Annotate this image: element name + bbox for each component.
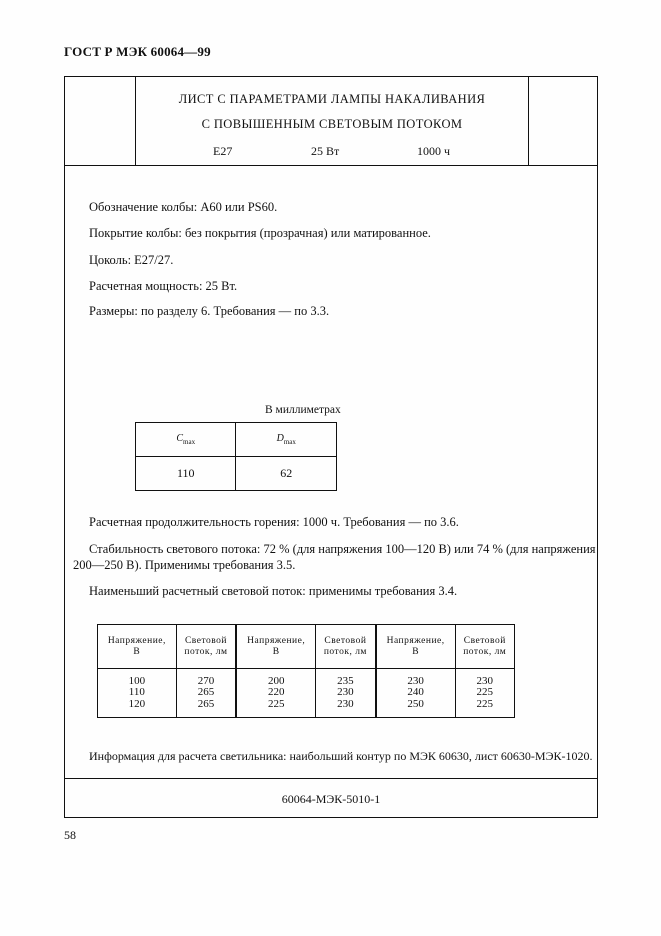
d-max-header: $D_{max}$	[236, 423, 337, 457]
voltage-values: 100 110 120	[98, 669, 177, 718]
sheet-footer	[65, 778, 597, 818]
lamp-base: Цоколь: E27/27.	[89, 253, 174, 267]
flux-stability-line2: 200—250 В). Применимы требования 3.5.	[73, 558, 296, 572]
c-max-value: 110	[136, 457, 236, 491]
rated-power: Расчетная мощность: 25 Вт.	[89, 279, 238, 293]
voltage-header: Напряжение, В	[98, 625, 177, 669]
document-code: ГОСТ Р МЭК 60064—99	[64, 44, 211, 59]
rated-life: Расчетная продолжительность горения: 1000 ч. Требования — по 3.6.	[89, 515, 459, 529]
c-max-header: $C_{max}$	[136, 423, 236, 457]
sheet-title-line1: ЛИСТ С ПАРАМЕТРАМИ ЛАМПЫ НАКАЛИВАНИЯ	[178, 92, 486, 106]
bulb-designation: Обозначение колбы: А60 или PS60.	[89, 200, 278, 214]
sheet-frame	[64, 76, 598, 818]
luminaire-info: Информация для расчета светильника: наибольший контур по МЭК 60630, лист 60630-МЭК-1020.	[89, 749, 593, 763]
voltage-header: Напряжение, В	[236, 625, 315, 669]
lamp-life: 1000 ч	[417, 144, 451, 158]
dimensions-requirement: Размеры: по разделу 6. Требования — по 3.3.	[89, 304, 330, 318]
flux-header: Световой поток, лм	[316, 625, 376, 669]
d-max-value: 62	[236, 457, 337, 491]
min-flux: Наименьший расчетный световой поток: применимы требования 3.4.	[89, 584, 458, 598]
flux-values: 235 230 230	[316, 669, 376, 718]
flux-values: 230 225 225	[455, 669, 514, 718]
flux-values: 270 265 265	[176, 669, 236, 718]
sheet-header	[65, 77, 597, 166]
voltage-header: Напряжение, В	[376, 625, 455, 669]
units-note: В миллиметрах	[265, 404, 341, 416]
flux-stability-line1: Стабильность светового потока: 72 % (для напряжения 100—120 В) или 74 % (для напряжения	[89, 542, 596, 556]
sheet-code: 60064-МЭК-5010-1	[281, 792, 381, 806]
voltage-values: 200 220 225	[236, 669, 315, 718]
flux-header: Световой поток, лм	[455, 625, 514, 669]
lamp-power: 25 Вт	[311, 144, 340, 158]
sheet-title-line2: С ПОВЫШЕННЫМ СВЕТОВЫМ ПОТОКОМ	[201, 117, 463, 131]
flux-header: Световой поток, лм	[176, 625, 236, 669]
cap-type: E27	[213, 144, 233, 158]
page-number: 58	[64, 828, 76, 842]
header-divider-right	[528, 77, 529, 165]
voltage-values: 230 240 250	[376, 669, 455, 718]
bulb-coating: Покрытие колбы: без покрытия (прозрачная) или матированное.	[89, 226, 431, 240]
luminous-flux-table	[97, 624, 515, 718]
dimensions-table	[135, 422, 337, 491]
